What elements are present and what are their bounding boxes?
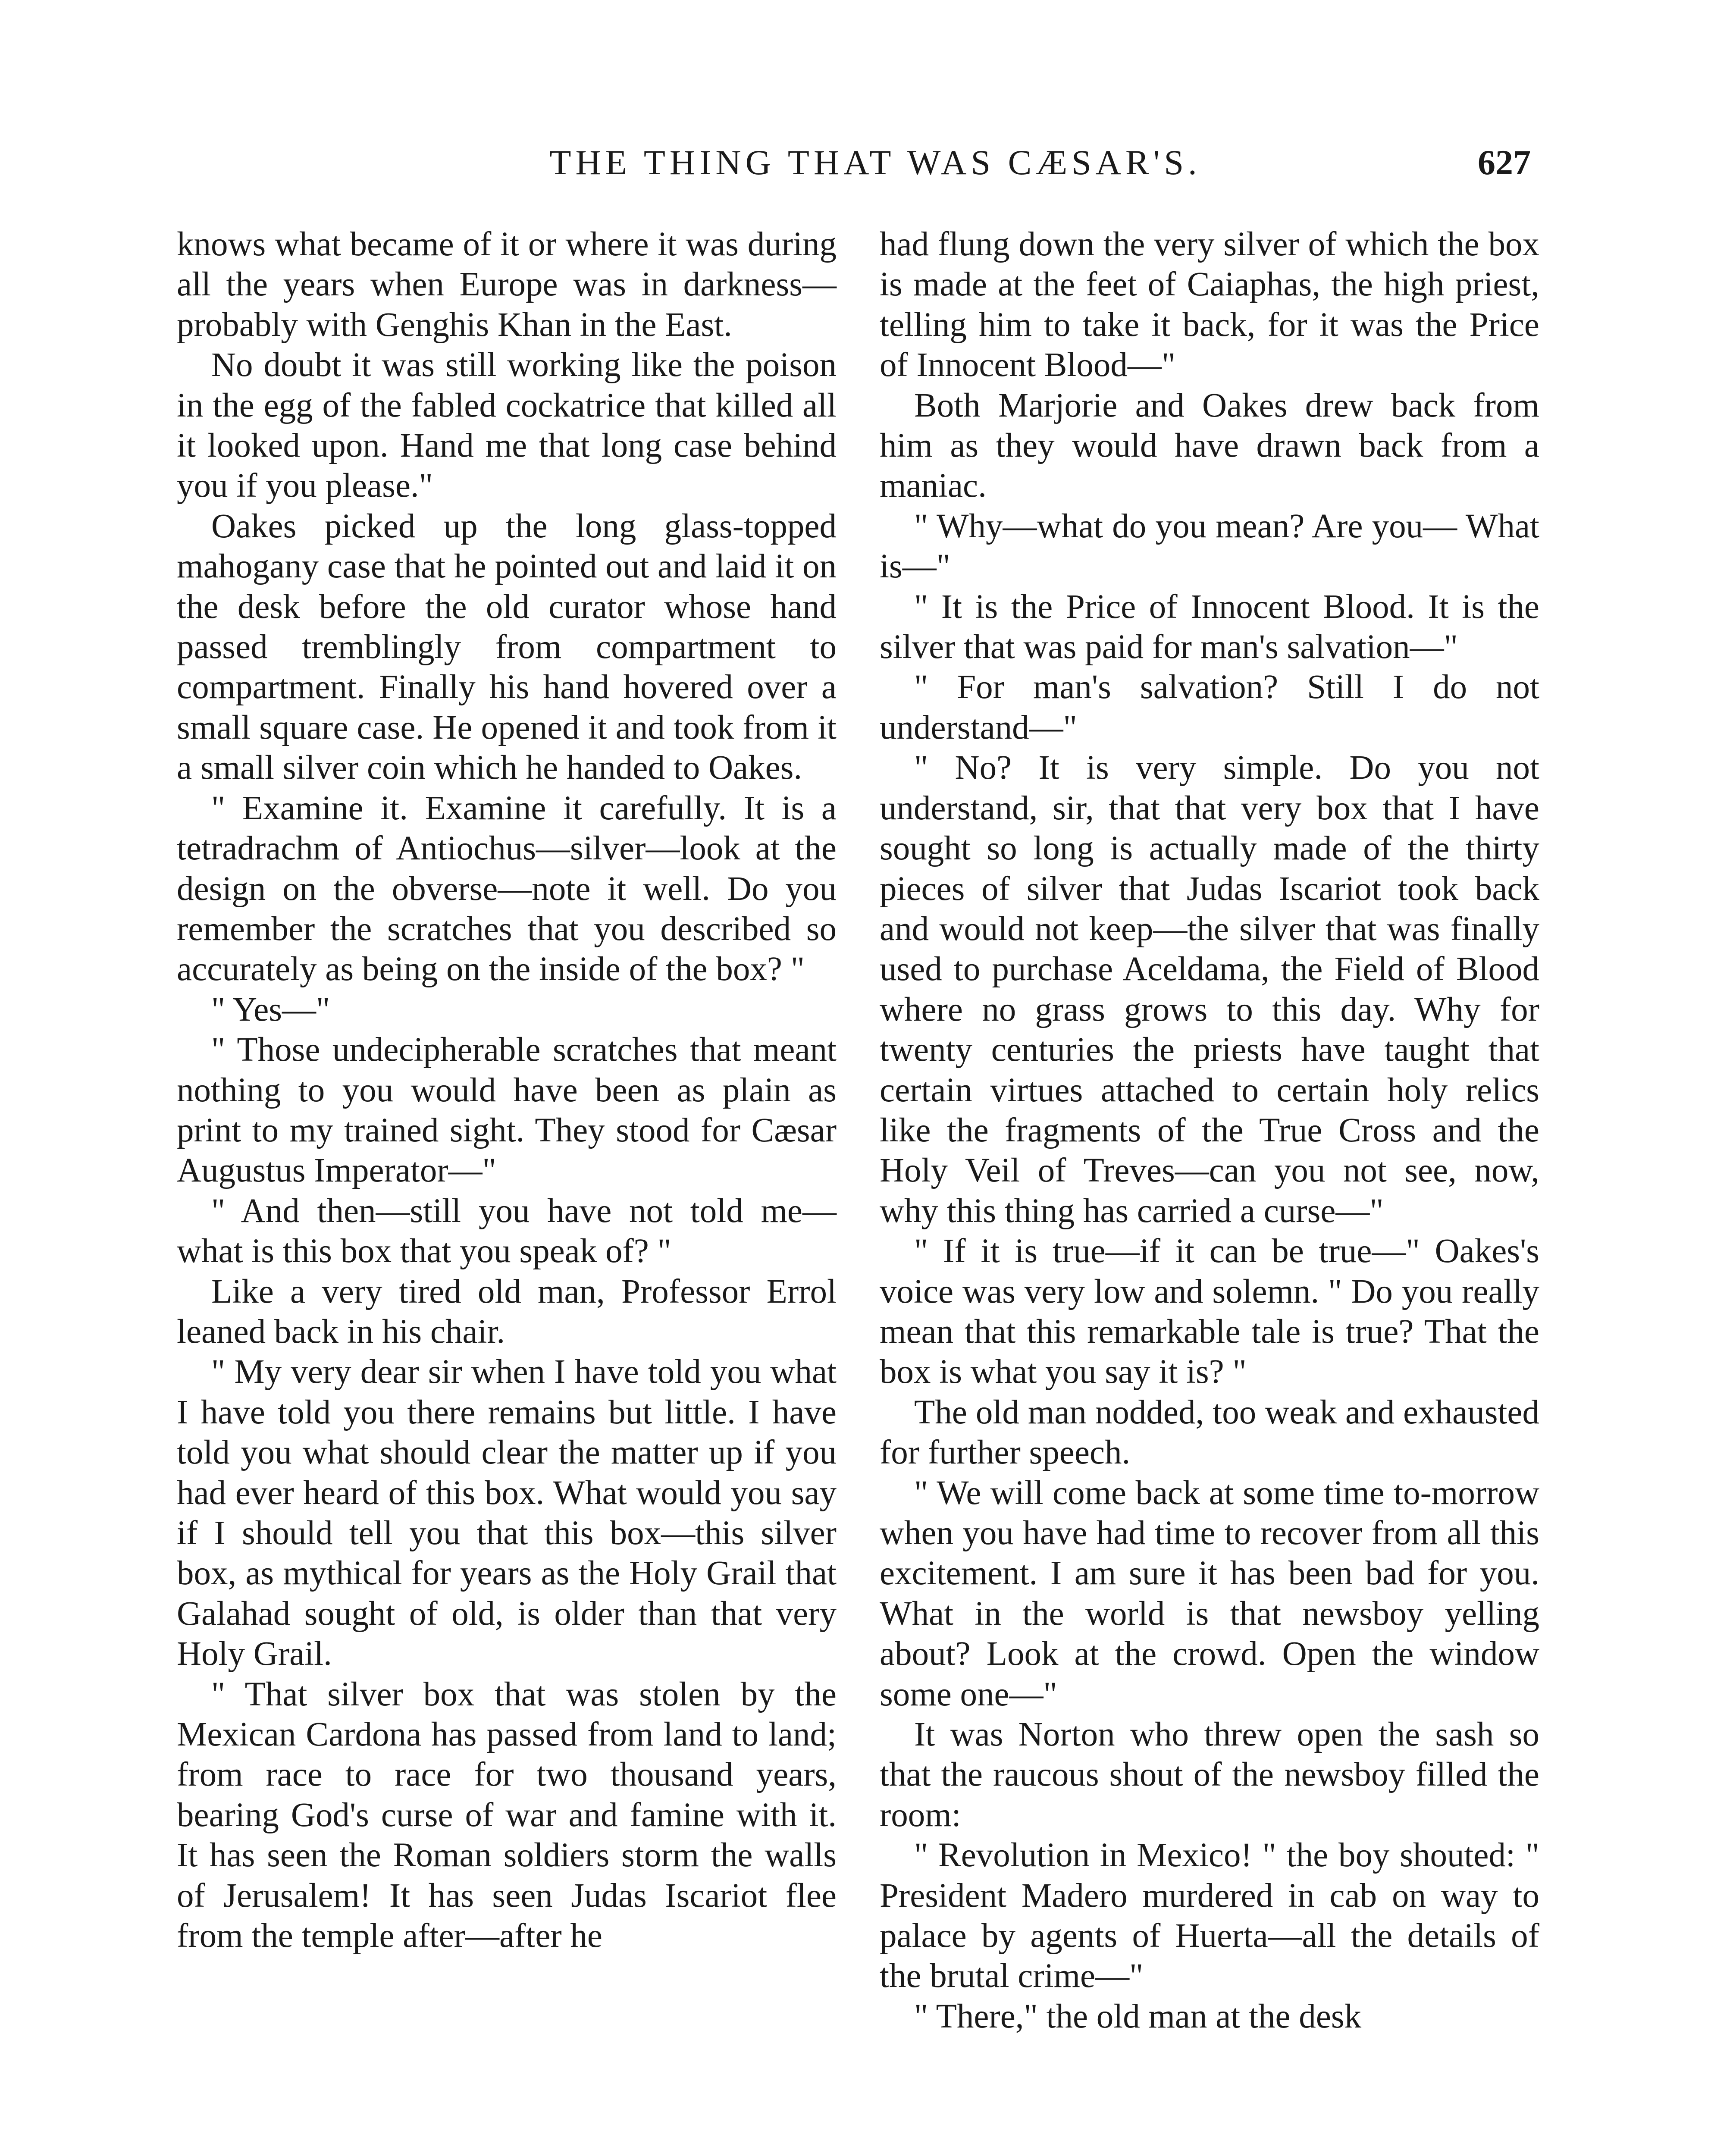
paragraph: " And then—still you have not told me—what is this box that you speak of? " bbox=[177, 1192, 837, 1270]
page-header bbox=[0, 139, 1711, 186]
page-number: 627 bbox=[1478, 143, 1531, 182]
paragraph: Both Marjorie and Oakes drew back from him as they would have drawn back from a maniac. bbox=[880, 386, 1539, 505]
paragraph: " We will come back at some time to-morrow when you have had time to recover from all this excitement. I am sure it has been bad for you. What in the world is that newsboy yelling about? Look at the crowd. Open the window some one—" bbox=[880, 1474, 1539, 1713]
paragraph: " If it is true—if it can be true—" Oakes's voice was very low and solemn. " Do you really mean that this remarkable tale is true? That the box is what you say it is? " bbox=[880, 1232, 1539, 1391]
paragraph: " Those undecipherable scratches that meant nothing to you would have been as plain as print to my trained sight. They stood for Cæsar Augustus Imperator—" bbox=[177, 1031, 837, 1190]
paragraph: No doubt it was still working like the poison in the egg of the fabled cockatrice that killed all it looked upon. Hand me that long case behind you if you please." bbox=[177, 346, 837, 505]
paragraph: had flung down the very silver of which the box is made at the feet of Caiaphas, the high priest, telling him to take it back, for it was the Price of Innocent Blood—" bbox=[880, 226, 1539, 384]
paragraph: " It is the Price of Innocent Blood. It is the silver that was paid for man's salvation—" bbox=[880, 588, 1539, 666]
paragraph: " There," the old man at the desk bbox=[914, 1997, 1362, 2035]
paragraph: " No? It is very simple. Do you not understand, sir, that that very box that I have sought so long is actually made of the thirty pieces of silver that Judas Iscariot took back and would not keep—the silver that was finally used to purchase Aceldama, the Field of Blood where no grass grows to this day. Why for twenty centuries the priests have taught that certain virtues attached to certain holy relics like the fragments of the True Cross and the Holy Veil of Treves—can you not see, now, why this thing has carried a curse—" bbox=[880, 749, 1539, 1230]
paragraph: Oakes picked up the long glass-topped mahogany case that he pointed out and laid it on the desk before the old curator whose hand passed tremblingly from compartment to compartment. Finally his hand hovered over a small square case. He opened it and took from it a small silver coin which he handed to Oakes. bbox=[177, 507, 837, 787]
paragraph: Like a very tired old man, Professor Errol leaned back in his chair. bbox=[177, 1272, 837, 1351]
paragraph: " For man's salvation? Still I do not understand—" bbox=[880, 668, 1539, 746]
running-title: THE THING THAT WAS CÆSAR'S. bbox=[549, 143, 1201, 182]
paragraph: It was Norton who threw open the sash so that the raucous shout of the newsboy filled the room: bbox=[880, 1716, 1539, 1834]
paragraph: " That silver box that was stolen by the Mexican Cardona has passed from land to land; from race to race for two thousand years, bearing God's curse of war and famine with it. It has seen the Roman soldiers storm the walls of Jerusalem! It has seen Judas Iscariot flee from the temple after—after he bbox=[177, 1675, 837, 1955]
paragraph: " Examine it. Examine it carefully. It is a tetradrachm of Antiochus—silver—look at the design on the obverse—note it well. Do you remember the scratches that you described so accurately as being on the inside of the box? " bbox=[177, 789, 837, 988]
paragraph: " Revolution in Mexico! " the boy shouted: " President Madero murdered in cab on way to palace by agents of Huerta—all the details of the brutal crime—" bbox=[880, 1836, 1539, 1995]
paragraph: " Yes—" bbox=[211, 990, 330, 1028]
paragraph: " My very dear sir when I have told you what I have told you there remains but little. I have told you what should clear the matter up if you had ever heard of this box. What would you say if I should tell you that this box—this silver box, as mythical for years as the Holy Grail that Galahad sought of old, is older than that very Holy Grail. bbox=[177, 1353, 837, 1673]
paragraph: The old man nodded, too weak and exhausted for further speech. bbox=[880, 1393, 1539, 1472]
paragraph: knows what became of it or where it was during all the years when Europe was in darkness—probably with Genghis Khan in the East. bbox=[177, 226, 837, 344]
right-column bbox=[880, 224, 1539, 2037]
left-column bbox=[177, 224, 837, 1956]
paragraph: " Why—what do you mean? Are you— What is—" bbox=[880, 507, 1539, 586]
